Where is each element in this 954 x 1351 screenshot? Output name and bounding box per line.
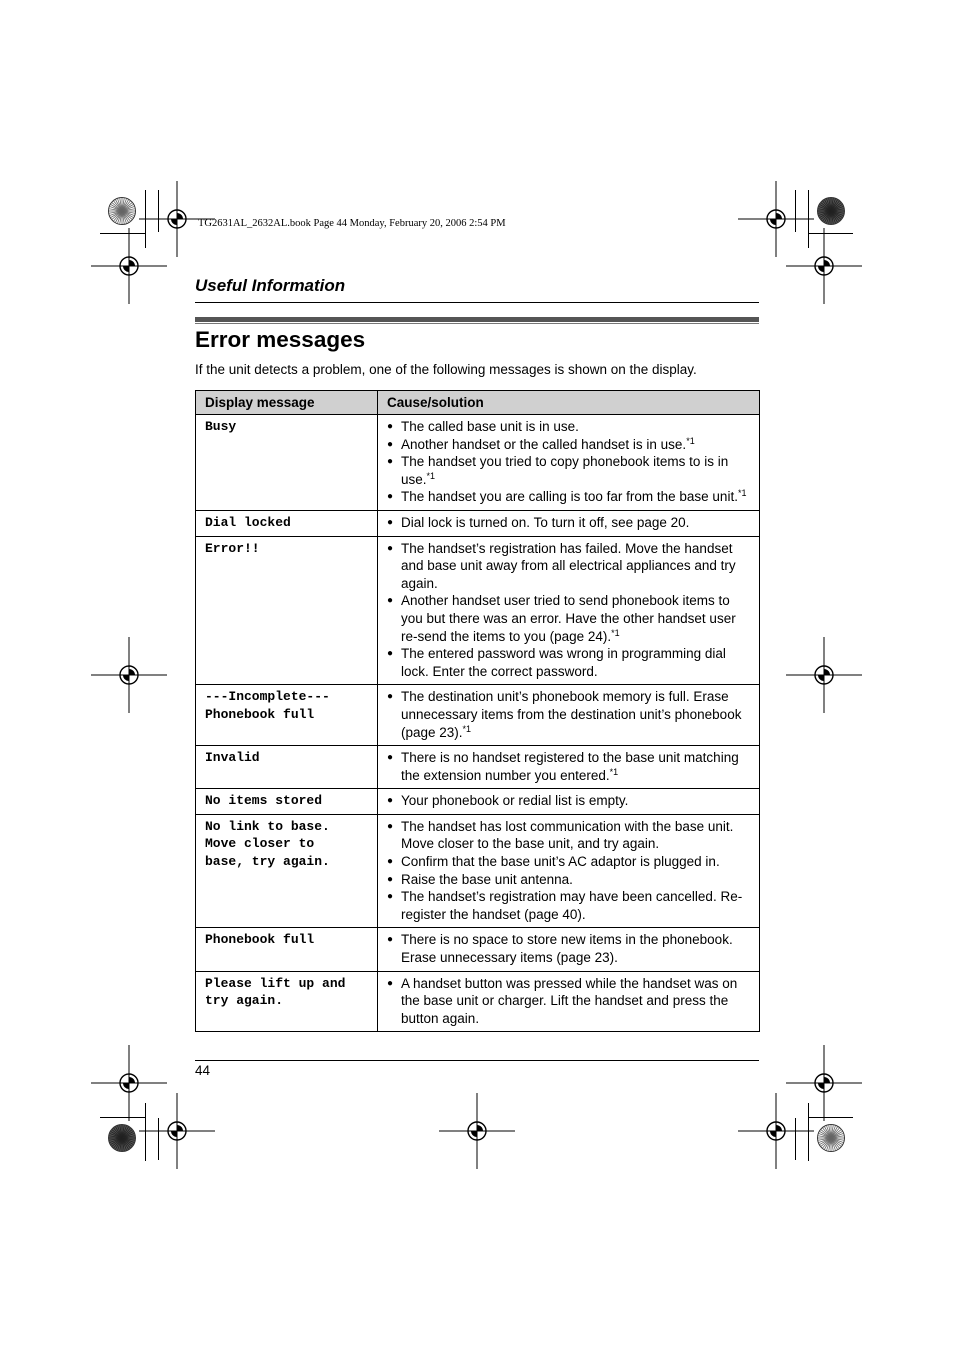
cause-text: The handset’s registration has failed. Move the handset and base unit away from all electrical appliances and try again.	[401, 540, 736, 591]
table-row	[196, 510, 760, 536]
cause-text: The handset has lost communication with the base unit. Move closer to the base unit, and try again.	[401, 818, 734, 852]
color-dial-icon	[816, 1123, 846, 1153]
cause-text: Another handset or the called handset is in use.	[401, 436, 687, 452]
table-row	[196, 415, 760, 511]
display-message: Error!!	[196, 536, 378, 685]
registration-mark-icon	[89, 226, 169, 306]
registration-mark-icon	[137, 1091, 217, 1171]
cause-solution	[378, 928, 760, 971]
cause-solution	[378, 971, 760, 1032]
registration-mark-icon	[437, 1091, 517, 1171]
page-title: Error messages	[195, 327, 366, 352]
color-dial-icon	[107, 1123, 137, 1153]
footnote-marker: *1	[737, 488, 747, 499]
cause-solution	[378, 415, 760, 511]
table-row	[196, 536, 760, 685]
cause-solution	[378, 789, 760, 815]
footer-rule	[195, 1060, 759, 1061]
cause-text: The handset’s registration may have been cancelled. Re-register the handset (page 40).	[401, 889, 743, 922]
cause-item	[387, 436, 750, 454]
cause-item	[387, 888, 750, 923]
cause-item	[387, 931, 750, 966]
cause-text: Dial lock is turned on. To turn it off, see page 20.	[401, 514, 690, 530]
cause-text: There is no space to store new items in the phonebook. Erase unnecessary items (page 23).	[401, 932, 733, 966]
display-message: No items stored	[196, 789, 378, 815]
title-rule-shadow	[195, 323, 759, 324]
table-row	[196, 685, 760, 746]
cause-item	[387, 975, 750, 1028]
cause-text: Another handset user tried to send phonebook items to you but there was an error. Have the other handset user re-send the items to you (page 24).	[401, 593, 736, 644]
cause-text: The destination unit’s phonebook memory is full. Erase unnecessary items from the destination unit’s phonebook (page 23).	[401, 689, 742, 740]
cause-list	[387, 931, 750, 966]
cause-text: The called base unit is in use.	[401, 419, 579, 434]
cause-text: A handset button was pressed while the handset was on the base unit or charger. Lift the handset and press the button again.	[401, 975, 738, 1026]
display-message: Phonebook full	[196, 928, 378, 971]
cause-item	[387, 645, 750, 680]
cause-list	[387, 792, 750, 810]
cause-item	[387, 818, 750, 853]
registration-mark-icon	[89, 635, 169, 715]
cause-text: There is no handset registered to the base unit matching the extension number you entered.	[401, 750, 739, 783]
print-header: TG2631AL_2632AL.book Page 44 Monday, February 20, 2006 2:54 PM	[198, 218, 506, 229]
cause-list	[387, 418, 750, 506]
table-row	[196, 746, 760, 789]
cause-item	[387, 853, 750, 871]
display-message: Invalid	[196, 746, 378, 789]
registration-mark-icon	[784, 635, 864, 715]
cause-text: The entered password was wrong in programming dial lock. Enter the correct password.	[401, 646, 726, 679]
column-header-cause-solution: Cause/solution	[378, 391, 760, 415]
footnote-marker: *1	[611, 627, 620, 638]
cause-item	[387, 453, 750, 488]
cause-list	[387, 540, 750, 681]
cause-text: Raise the base unit antenna.	[401, 871, 573, 887]
page-number: 44	[195, 1063, 211, 1078]
cause-text: Your phonebook or redial list is empty.	[401, 793, 629, 809]
cause-list	[387, 688, 750, 741]
cause-item	[387, 592, 750, 645]
cause-list	[387, 514, 750, 532]
cause-solution	[378, 814, 760, 928]
cause-text: Confirm that the base unit’s AC adaptor is plugged in.	[401, 854, 720, 870]
cause-list	[387, 975, 750, 1028]
display-message: ---Incomplete--- Phonebook full	[196, 685, 378, 746]
cause-text: The handset you tried to copy phonebook items to is in use.	[401, 454, 729, 487]
cause-text: The handset you are calling is too far from the base unit.	[401, 489, 738, 505]
cause-item	[387, 418, 750, 436]
table-header-row	[196, 391, 760, 415]
cause-item	[387, 688, 750, 741]
cause-item	[387, 540, 750, 593]
table-row	[196, 928, 760, 971]
intro-text: If the unit detects a problem, one of the following messages is shown on the display.	[195, 362, 697, 377]
cause-solution	[378, 536, 760, 685]
display-message: No link to base. Move closer to base, try again.	[196, 814, 378, 928]
display-message: Please lift up and try again.	[196, 971, 378, 1032]
color-dial-icon	[107, 196, 137, 226]
footnote-marker: *1	[686, 435, 695, 446]
footnote-marker: *1	[609, 766, 619, 777]
registration-mark-icon	[736, 1091, 816, 1171]
cause-list	[387, 818, 750, 924]
footnote-marker: *1	[462, 723, 472, 734]
table-row	[196, 814, 760, 928]
column-header-display-message: Display message	[196, 391, 378, 415]
footnote-marker: *1	[426, 470, 436, 481]
error-messages-table	[195, 390, 760, 1032]
color-dial-icon	[816, 196, 846, 226]
registration-mark-icon	[784, 226, 864, 306]
section-title: Useful Information	[195, 276, 346, 295]
table-row	[196, 789, 760, 815]
cause-item	[387, 749, 750, 784]
cause-solution	[378, 746, 760, 789]
cause-list	[387, 749, 750, 784]
section-rule	[195, 302, 759, 303]
cause-item	[387, 514, 750, 532]
table-row	[196, 971, 760, 1032]
table-body	[196, 415, 760, 1032]
cause-item	[387, 488, 750, 506]
cause-solution	[378, 510, 760, 536]
display-message: Dial locked	[196, 510, 378, 536]
cause-solution	[378, 685, 760, 746]
display-message: Busy	[196, 415, 378, 511]
title-rule	[195, 317, 759, 322]
cause-item	[387, 792, 750, 810]
cause-item	[387, 871, 750, 889]
